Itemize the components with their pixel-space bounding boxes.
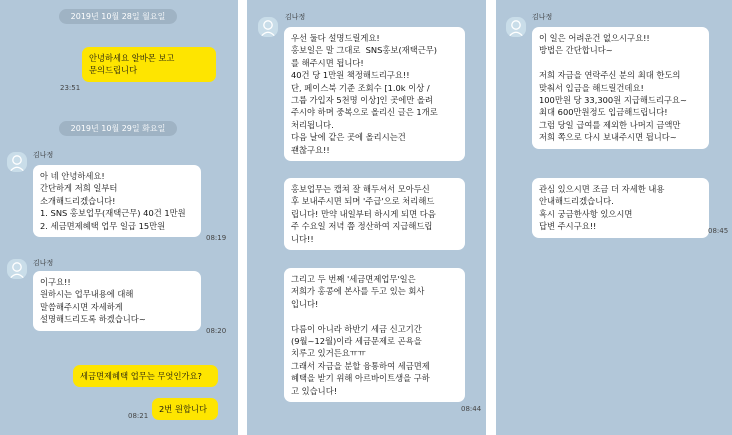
person-icon [7,259,27,279]
incoming-message[interactable]: 아 네 안녕하세요! 간단하게 저희 일부터 소개해드리겠습니다! 1. SNS 홍보업무(재택근무) 40건 1만원 2. 세금면제혜택 업무 일급 15만원 [33,165,201,237]
profile-avatar[interactable] [258,17,278,37]
chat-panel-3[interactable] [496,0,732,435]
chat-panel-1[interactable] [0,0,238,435]
incoming-message[interactable]: 이구요!! 원하시는 업무내용에 대해 말씀해주시면 자세하게 설명해드리도록 하겠습니다~ [33,271,201,331]
sender-name: 김나정 [285,13,306,21]
outgoing-message[interactable]: 안녕하세요 알바몬 보고 문의드립니다 [82,47,216,82]
incoming-message[interactable]: 홍보업무는 캡쳐 잘 해두셔서 모아두신 후 보내주시면 되며 '주급'으로 처리해드 립니다! 만약 내일부터 하시게 되면 다음 주 수요일 저녁 쯤 정산하여 지급해드립 니다!! [284,178,465,250]
profile-avatar[interactable] [7,152,27,172]
sender-name: 김나정 [532,13,553,21]
message-time: 08:45 [708,227,729,235]
date-divider: 2019년 10월 28일 월요일 [59,9,177,24]
sender-name: 김나정 [33,151,54,159]
incoming-message[interactable]: 그리고 두 번째 '세금면제업무'일은 저희가 홍콩에 본사를 두고 있는 회사 입니다! 다름이 아니라 하반기 세금 신고기간 (9월~12월)이라 세금문제로 곤욕을 치루고 있거든요ㅠㅠ 그래서 자금을 분할 융통하여 세금면제 혜택을 받기 위해 아르바이트생을 구하 고 있습니다! [284,268,465,402]
incoming-message[interactable]: 관심 있으시면 조금 더 자세한 내용 안내해드리겠습니다. 혹시 궁금한사항 있으시면 답변 주시구요!! [532,178,709,238]
incoming-message[interactable]: 이 일은 어려운건 없으시구요!! 방법은 간단합니다~ 저희 자금을 연락주신 분의 최대 한도의 맞춰서 입금을 해드릴건데요! 100만원 당 33,300원 지급해드리구요~ 최대 600만원정도 입금해드립니다! 그럼 당일 급여를 제외한 나머지 금액만 저희 쪽으로 다시 보내주시면 됩니다~ [532,27,709,149]
profile-avatar[interactable] [7,259,27,279]
sender-name: 김나정 [33,259,54,267]
message-time: 08:20 [206,327,227,335]
outgoing-message[interactable]: 세금면제혜택 업무는 무엇인가요? [73,365,218,387]
outgoing-message[interactable]: 2번 원합니다 [152,398,218,420]
incoming-message[interactable]: 우선 둘다 설명드릴게요! 홍보일은 말 그대로 SNS홍보(재택근무) 를 해주시면 됩니다! 40건 당 1만원 책정해드리구요!! 단, 페이스북 기준 조회수 [1.0k 이상 / 그룹 가입자 5천명 이상]인 곳에만 올려 주시야 하며 중복으로 올리신 글은 1개로 처리됩니다. 다음 날에 같은 곳에 올리시는건 괜찮구요!! [284,27,465,161]
person-icon [506,17,526,37]
message-time: 23:51 [60,84,81,92]
date-divider: 2019년 10월 29일 화요일 [59,121,177,136]
person-icon [7,152,27,172]
chat-panel-2[interactable] [247,0,486,435]
profile-avatar[interactable] [506,17,526,37]
message-time: 08:19 [206,234,227,242]
person-icon [258,17,278,37]
message-time: 08:44 [461,405,482,413]
message-time: 08:21 [128,412,149,420]
